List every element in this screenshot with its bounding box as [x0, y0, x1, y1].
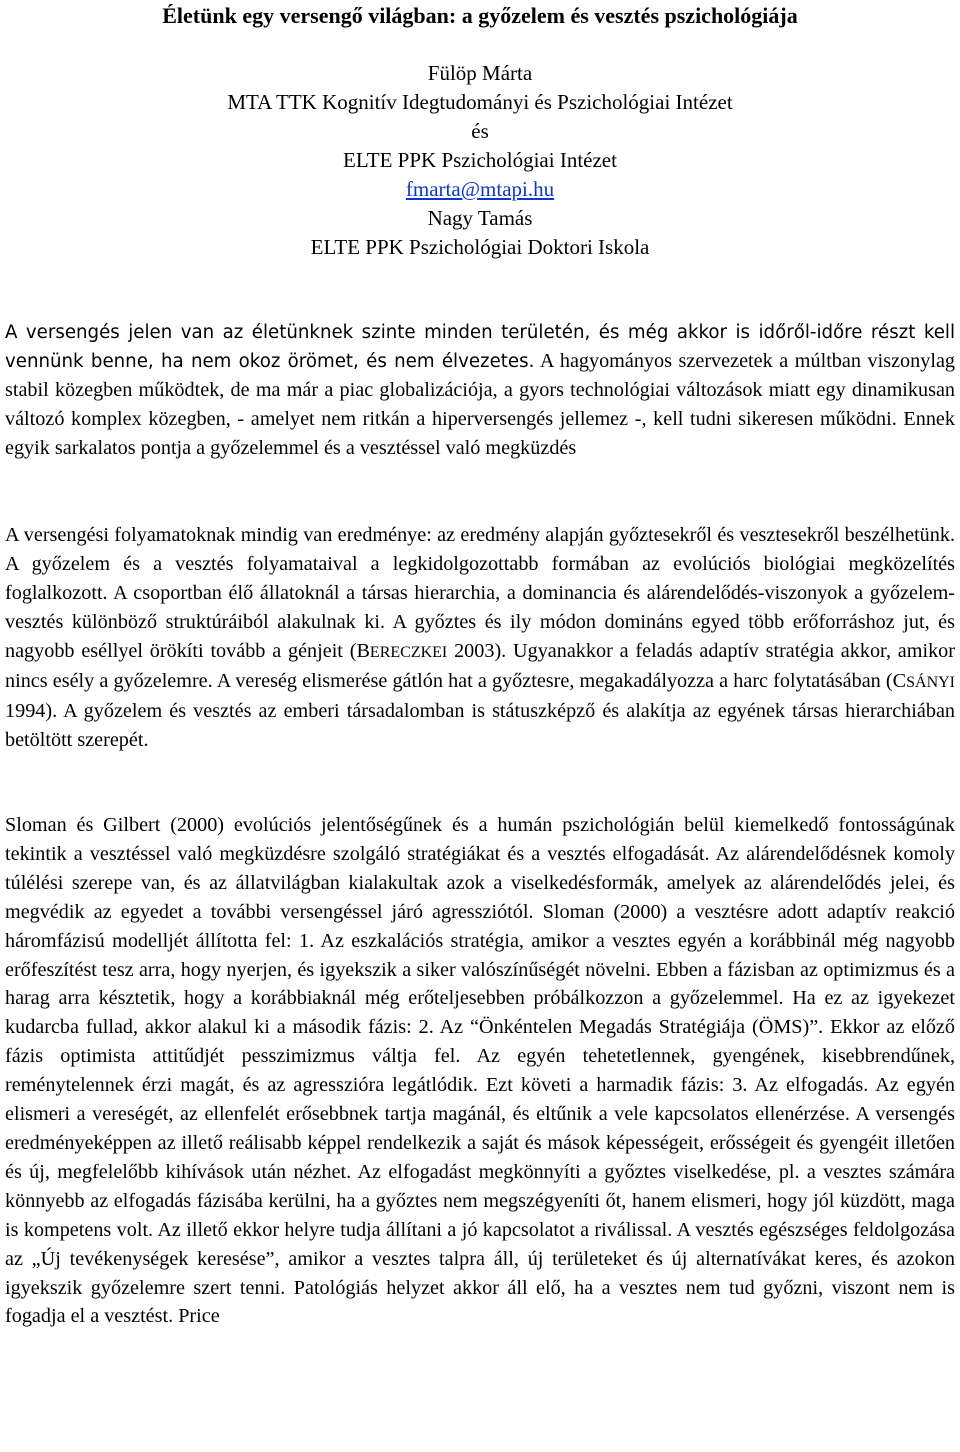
- author-affiliation: ELTE PPK Pszichológiai Intézet: [343, 148, 617, 172]
- affiliation-conjunction: és: [471, 119, 489, 143]
- author-affiliation: MTA TTK Kognitív Idegtudományi és Pszichológiai Intézet: [227, 90, 733, 114]
- author-block: [0, 59, 960, 262]
- paragraph-outcomes-text-a: A versengési folyamatoknak mindig van eredménye: az eredmény alapján győztesekről és vesztesekről beszélhetünk. A győzelem és a vesztés folyamataival a legkidolgozottabb formában az evolúciós biológiai megközelítés foglalkozott. A csoportban élő állatoknál a társas hierarchia, a dominancia és alárendelődés-viszonyok a győzelem-vesztés különböző struktúráiból alakulnak ki. A győztes és ily módon domináns egyed több erőforráshoz jut, és nagyobb eséllyel örökíti tovább a génjeit (B: [5, 524, 955, 662]
- citation-smallcaps: SÁNYI: [906, 674, 955, 691]
- paragraph-intro-serif-text: A hagyományos szervezetek a múltban viszonylag stabil közegben működtek, de ma már a piac globalizációja, a gyors technológiai változások miatt egy dinamikusan változó komplex közegben, - amelyet nem ritkán a hiperversengés jellemez -, kell tudni sikeresen működni. Ennek egyik sarkalatos pontja a győzelemmel és a vesztéssel való megküzdés: [5, 350, 955, 459]
- paragraph-outcomes: [5, 521, 955, 755]
- author-affiliation: ELTE PPK Pszichológiai Doktori Iskola: [310, 235, 650, 259]
- paragraph-outcomes-text-b: 2003). Ugyanakkor a feladás adaptív stratégia akkor, amikor nincs esély a győzelemre. A vereség elismerése gátlón hat a győztesre, megakadályozza a harc folytatásában (C: [5, 640, 955, 692]
- paragraph-intro-sans-text: A versengés jelen van az életünknek szinte minden területén, és még akkor is időről-időre részt kell vennünk benne, ha nem okoz örömet, és nem élvezetes.: [5, 322, 955, 372]
- author-email-link[interactable]: fmarta@mtapi.hu: [405, 177, 555, 201]
- paper-title: Életünk egy versengő világban: a győzelem és vesztés pszichológiája: [162, 3, 798, 28]
- author-name: Fülöp Márta: [427, 61, 533, 85]
- paragraph-intro: [5, 318, 955, 463]
- paragraph-sloman-model: Sloman és Gilbert (2000) evolúciós jelentőségűnek és a humán pszichológián belül kiemelkedő fontosságúnak tekintik a vesztéssel való megküzdésre szolgáló stratégiákat és a vesztés elfogadását. Az alárendelődésnek komoly túlélési szerepe van, és az állatvilágban kialakultak azok a viselkedésformák, amelyek az alárendelődés jelei, és megvédik az egyedet a további versengéssel járó agressziótól. Sloman (2000) a vesztésre adott adaptív reakció háromfázisú modelljét állította fel: 1. Az eszkalációs stratégia, amikor a vesztes egyén a korábbinál még nagyobb erőfeszítést tesz arra, hogy nyerjen, és igyekszik a siker valószínűségét növelni. Ebben a fázisban az optimizmus és a harag arra késztetik, hogy a korábbiaknál még erőteljesebben próbálkozzon a győzelemmel. Ha ez az igyekezet kudarcba fullad, akkor alakul ki a második fázis: 2. Az “Önkéntelen Megadás Stratégiája (ÖMS)”. Ekkor az előző fázis optimista attitűdjét pesszimizmus váltja fel. Az egyén tehetetlennek, gyengének, kisebbrendűnek, reménytelennek érzi magát, és az agresszióra legátlódik. Ezt követi a harmadik fázis: 3. Az elfogadás. Az egyén elismeri a vereségét, az ellenfelét erősebbnek tartja magánál, és eltűnik a vele kapcsolatos ellenérzése. A versengés eredményeképpen az illető reálisabb képpel rendelkezik a saját és mások képességeit, erősségeit és gyengéit illetően és új, megfelelőbb kihívások után nézhet. Az elfogadást megkönnyíti a győztes viselkedése, pl. a vesztes számára könnyebb az elfogadás fázisába kerülni, ha a győztes nem megszégyeníti őt, hanem elismeri, hogy jól küzdött, maga is kompetens volt. Az illető ekkor helyre tudja állítani a jó kapcsolatot a riválissal. A vesztés egészséges feldolgozása az „Új tevékenységek keresése”, amikor a vesztes talpra áll, új területeket és új alternatívákat keres, és azokon igyekszik győzelemre szert tenni. Patológiás helyzet akkor áll elő, ha a vesztes nem tud győzni, viszont nem is fogadja el a vesztést. Price: [5, 814, 955, 1328]
- author-name: Nagy Tamás: [427, 206, 533, 230]
- citation-smallcaps: ERECZKEI: [369, 644, 448, 661]
- paragraph-outcomes-text-c: 1994). A győzelem és vesztés az emberi társadalomban is státuszképző és alakítja az egyének társas hierarchiában betöltött szerepét.: [5, 700, 955, 751]
